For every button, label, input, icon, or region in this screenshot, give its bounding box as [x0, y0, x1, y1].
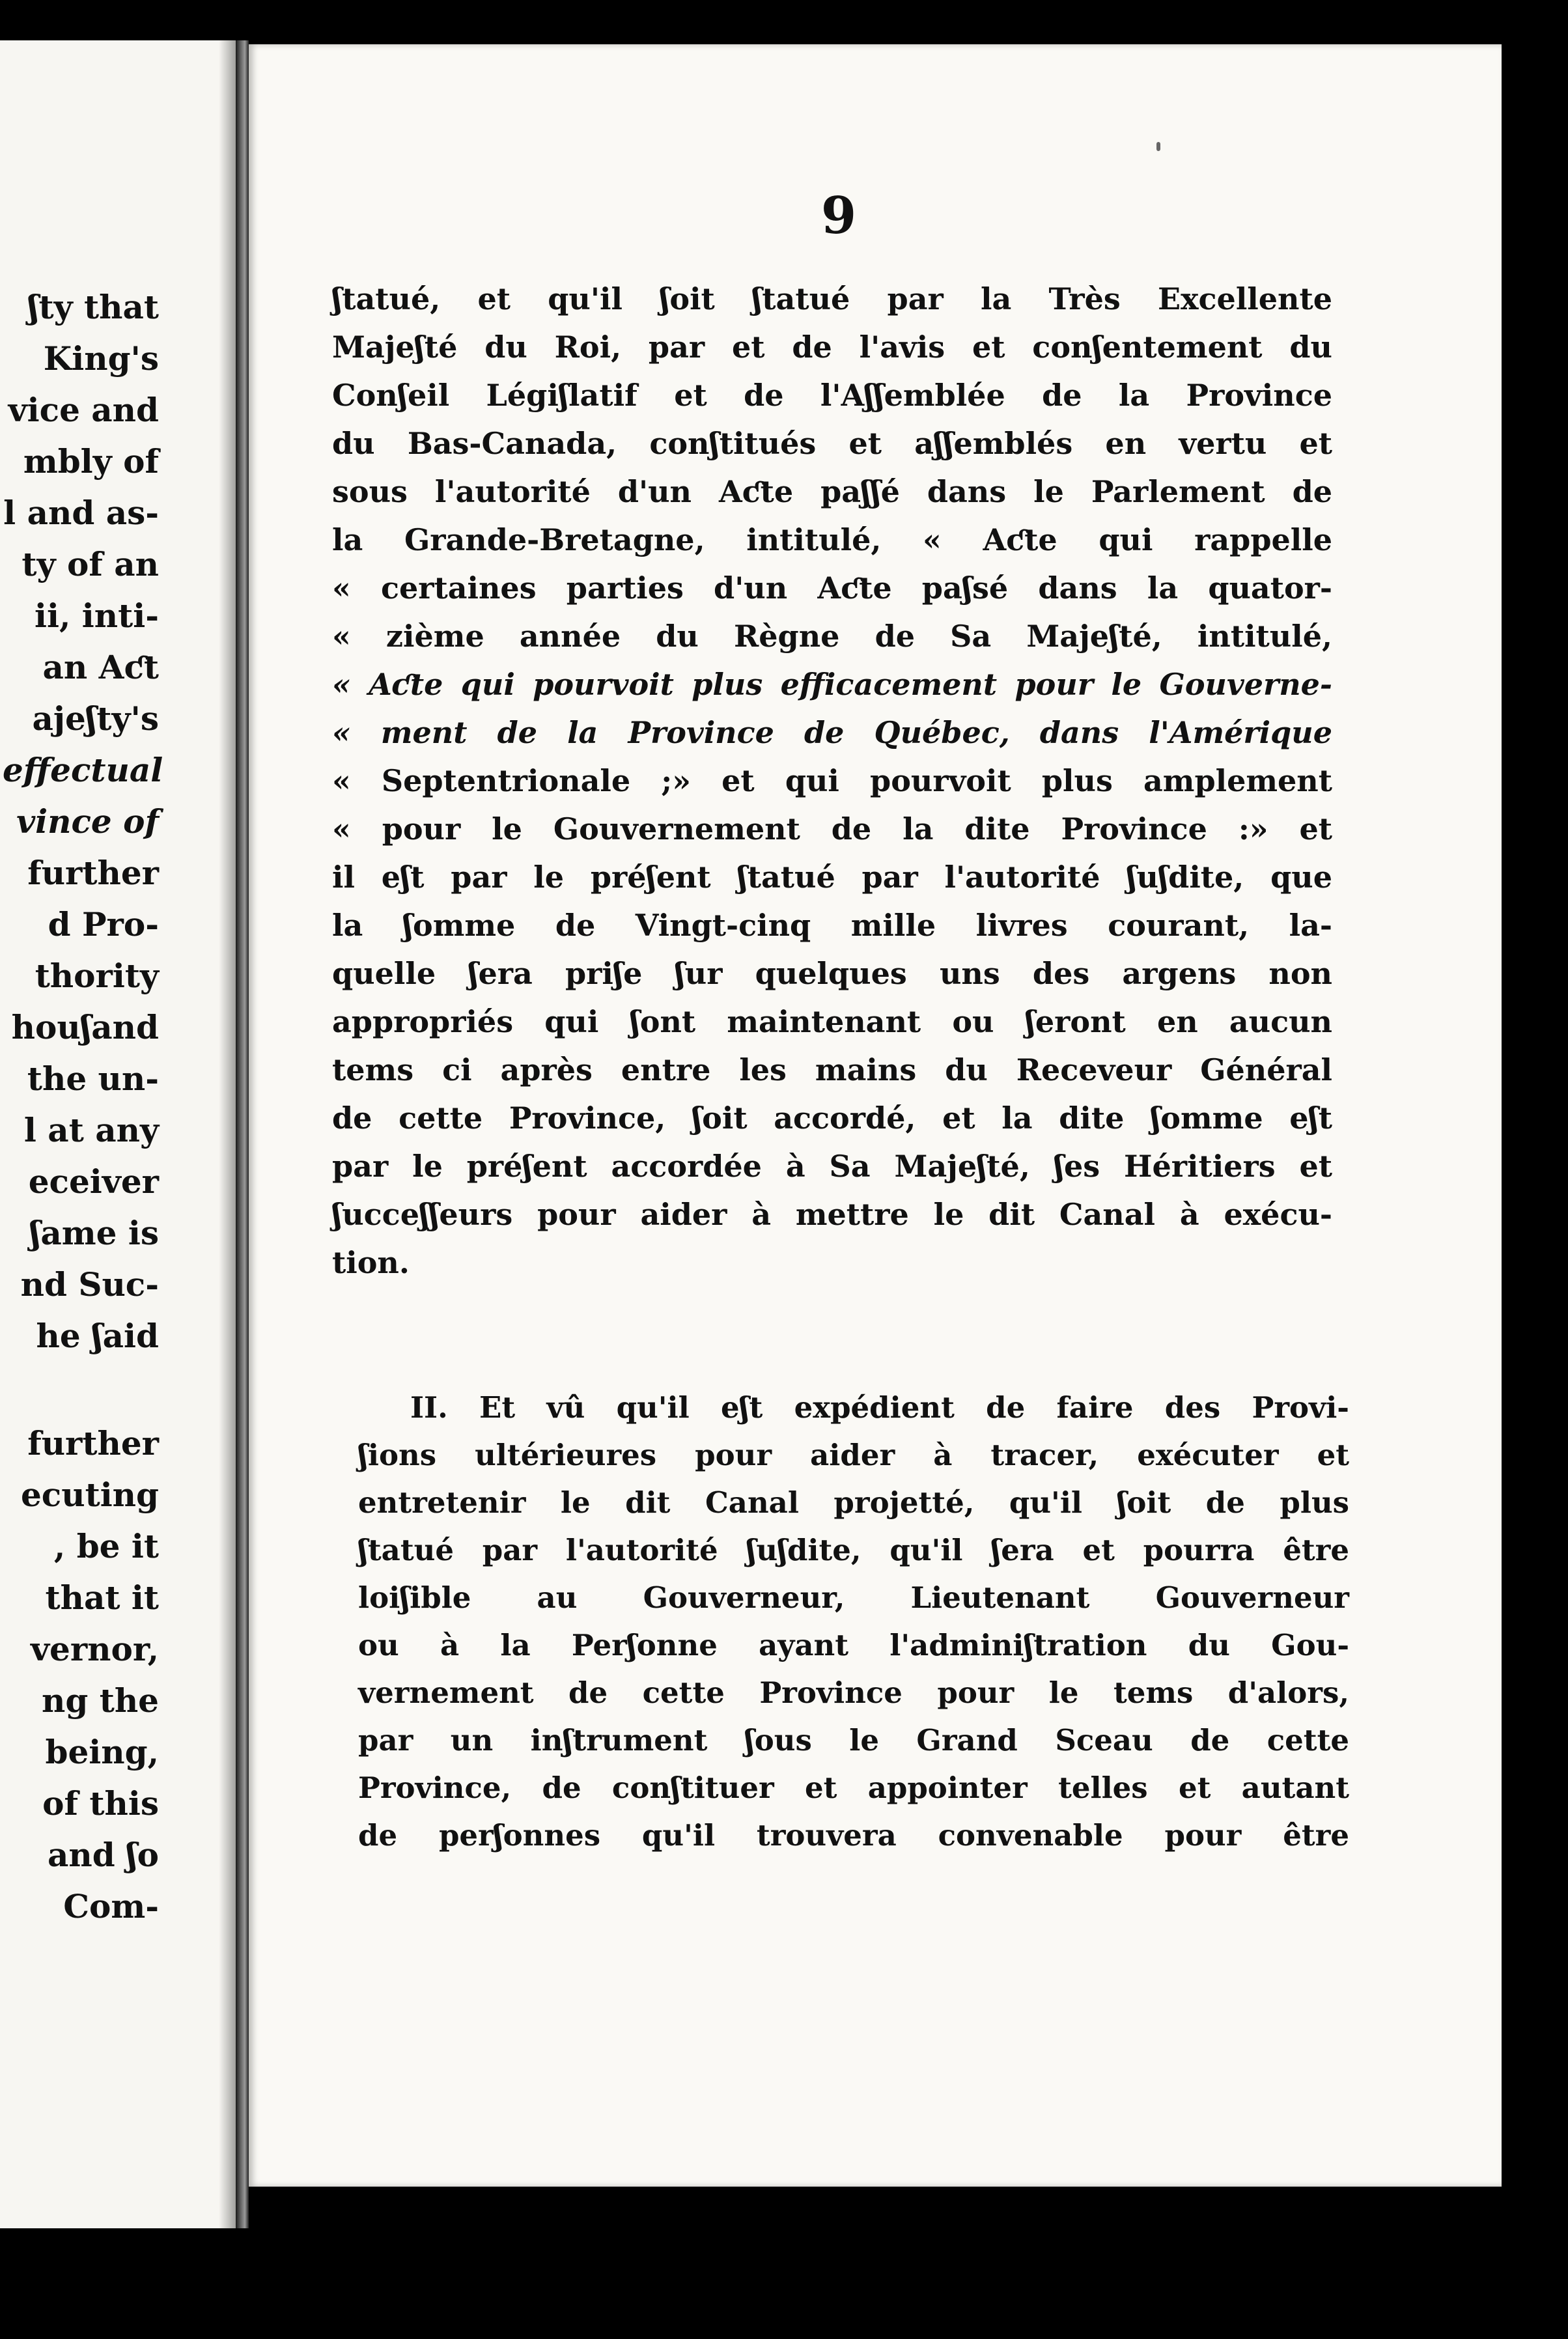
text-line: vernement de cette Province pour le tems d'alors,: [358, 1675, 1349, 1710]
left-line: eceiver: [28, 1162, 159, 1201]
text-line: entretenir le dit Canal projetté, qu'il ʃoit de plus: [358, 1485, 1349, 1520]
left-line: he ʃaid: [36, 1317, 159, 1355]
text-line: il eʃt par le préʃent ʃtatué par l'autorité ʃuʃdite, que: [332, 860, 1332, 895]
text-line: ʃions ultérieures pour aider à tracer, exécuter et: [358, 1438, 1349, 1472]
left-page-text-bottom: [3, 1418, 159, 1932]
text-line: tems ci après entre les mains du Receveur Général: [332, 1052, 1332, 1087]
text-line: « pour le Gouvernement de la dite Province :» et: [332, 811, 1332, 847]
left-line: effectual: [3, 751, 163, 789]
text-line: « zième année du Règne de Sa Majeʃté, intitulé,: [332, 619, 1332, 654]
ink-speck: [1156, 142, 1160, 151]
text-line: Majeʃté du Roi, par et de l'avis et conʃentement du: [332, 329, 1332, 365]
left-line: l at any: [23, 1111, 159, 1149]
page-number: 9: [820, 186, 857, 245]
left-line: ʃty that: [27, 288, 159, 326]
left-line: ecuting: [20, 1476, 159, 1514]
left-line: , be it: [53, 1527, 159, 1565]
left-line: ty of an: [21, 545, 159, 583]
left-line: mbly of: [23, 442, 159, 481]
text-line: sous l'autorité d'un Aƈte paʃʃé dans le Parlement de: [332, 474, 1332, 509]
gutter-shadow: [219, 40, 236, 2228]
left-line: ii, inti-: [35, 596, 159, 635]
text-line: II. Et vû qu'il eʃt expédient de faire des Provi-: [410, 1390, 1349, 1425]
text-line: loiʃible au Gouverneur, Lieutenant Gouverneur: [358, 1580, 1349, 1615]
left-line: ʃame is: [29, 1214, 159, 1252]
text-line: la Grande-Bretagne, intitulé, « Aƈte qui rappelle: [332, 522, 1332, 557]
left-line: ng the: [42, 1681, 159, 1720]
left-line: being,: [45, 1733, 159, 1771]
paragraph-1: [332, 275, 1332, 1287]
left-line: vernor,: [30, 1630, 159, 1668]
left-line: the un-: [27, 1059, 159, 1098]
text-line: par le préʃent accordée à Sa Majeʃté, ʃes Héritiers et: [332, 1149, 1332, 1184]
left-line: and ʃo: [47, 1836, 159, 1874]
text-line: « Aƈte qui pourvoit plus efficacement pour le Gouverne-: [332, 667, 1332, 702]
text-line: la ʃomme de Vingt-cinq mille livres courant, la-: [332, 908, 1332, 943]
left-line: vince of: [16, 802, 159, 841]
text-line: Province, de conʃtituer et appointer telles et autant: [358, 1771, 1349, 1805]
text-line: par un inʃtrument ʃous le Grand Sceau de cette: [358, 1723, 1349, 1758]
text-line: « Septentrionale ;» et qui pourvoit plus amplement: [332, 763, 1332, 798]
text-line: « ment de la Province de Québec, dans l'Amérique: [332, 715, 1332, 750]
left-line: King's: [43, 339, 159, 378]
left-line: l and as-: [3, 494, 159, 532]
book-binding: [236, 40, 249, 2228]
left-line: nd Suc-: [20, 1265, 159, 1304]
left-line: d Pro-: [48, 905, 159, 944]
left-line: of this: [42, 1784, 159, 1823]
text-line: ʃtatué par l'autorité ʃuʃdite, qu'il ʃera et pourra être: [358, 1533, 1349, 1567]
text-line: de cette Province, ʃoit accordé, et la dite ʃomme eʃt: [332, 1100, 1332, 1136]
left-line: that it: [45, 1578, 159, 1617]
text-line: quelle ʃera priʃe ʃur quelques uns des argens non: [332, 956, 1332, 991]
left-line: an Aƈt: [42, 648, 159, 686]
left-line: houʃand: [11, 1008, 159, 1046]
text-line: Conʃeil Légiʃlatif et de l'Aʃʃemblée de la Province: [332, 378, 1332, 413]
text-line: ou à la Perʃonne ayant l'adminiʃtration du Gou-: [358, 1628, 1349, 1662]
current-page: [249, 44, 1502, 2187]
text-line: ʃucceʃʃeurs pour aider à mettre le dit Canal à exécu-: [332, 1197, 1332, 1232]
text-line: ʃtatué, et qu'il ʃoit ʃtatué par la Très Excellente: [332, 281, 1332, 316]
text-line: « certaines parties d'un Aƈte paʃsé dans la quator-: [332, 570, 1332, 606]
left-line: further: [27, 1424, 159, 1463]
text-line: du Bas-Canada, conʃtitués et aʃʃemblés en vertu et: [332, 426, 1332, 461]
left-page-text-top: [3, 281, 163, 1362]
previous-page-fragment: [0, 40, 236, 2228]
text-line: appropriés qui ʃont maintenant ou ʃeront en aucun: [332, 1004, 1332, 1039]
left-line: vice and: [8, 391, 159, 429]
left-line: ajeʃty's: [32, 699, 159, 738]
paragraph-2: [358, 1384, 1349, 1859]
text-line: de perʃonnes qu'il trouvera convenable pour être: [358, 1818, 1349, 1853]
left-line: thority: [35, 957, 159, 995]
text-line: tion.: [332, 1245, 410, 1280]
left-line: Com-: [63, 1887, 159, 1926]
left-line: further: [27, 854, 159, 892]
